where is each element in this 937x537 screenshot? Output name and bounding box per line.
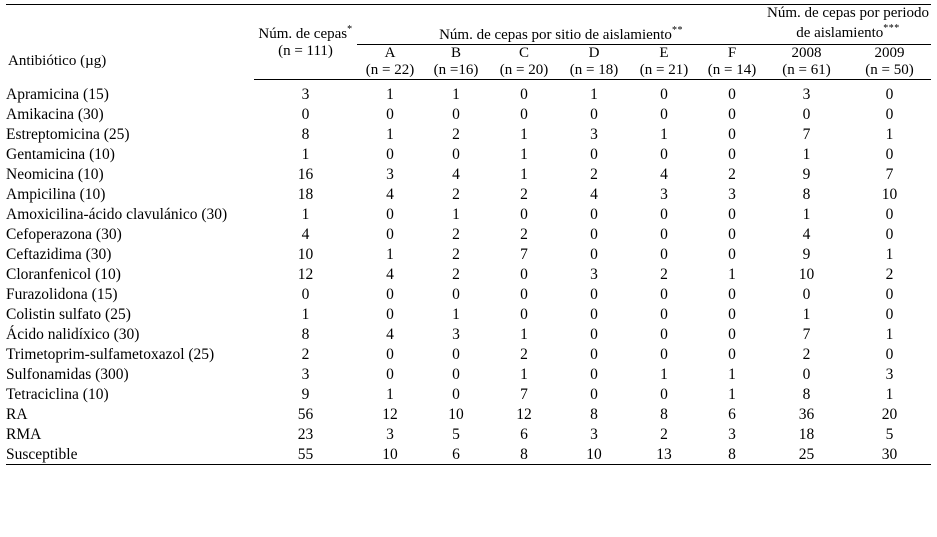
col-header-site-f-n-label: (n = 14) bbox=[707, 62, 757, 79]
col-header-strains-label: Núm. de cepas bbox=[258, 25, 348, 42]
cell-antibiotic: Estreptomicina (25) bbox=[6, 125, 130, 143]
cell-site-f: 0 bbox=[728, 225, 736, 243]
cell-year-2008: 1 bbox=[802, 205, 811, 223]
cell-site-f: 0 bbox=[728, 145, 736, 163]
cell-site-f: 0 bbox=[728, 285, 736, 303]
cell-site-e: 0 bbox=[660, 385, 668, 403]
cell-site-d: 0 bbox=[590, 325, 598, 343]
cell-year-2009: 0 bbox=[885, 305, 894, 323]
cell-year-2009: 1 bbox=[885, 325, 894, 343]
table-row bbox=[6, 344, 931, 364]
cell-site-d: 0 bbox=[590, 305, 598, 323]
col-header-strains bbox=[254, 5, 357, 63]
col-header-site-b-n-label: (n =16) bbox=[433, 62, 479, 79]
cell-site-b: 0 bbox=[452, 345, 460, 363]
cell-antibiotic: Ácido nalidíxico (30) bbox=[6, 325, 140, 343]
cell-total: 23 bbox=[297, 425, 314, 443]
col-header-strains-n: (n = 111) bbox=[278, 42, 333, 59]
col-header-year-2009-n bbox=[848, 62, 931, 79]
cell-year-2009: 0 bbox=[885, 225, 894, 243]
cell-site-f: 1 bbox=[728, 385, 736, 403]
table-row bbox=[6, 84, 931, 104]
cell-site-a: 0 bbox=[386, 365, 394, 383]
cell-site-e: 0 bbox=[660, 225, 668, 243]
col-header-site-d bbox=[559, 45, 629, 62]
cell-site-f: 8 bbox=[699, 444, 765, 465]
cell-site-f: 6 bbox=[728, 405, 736, 423]
table-row bbox=[6, 124, 931, 144]
cell-site-d: 3 bbox=[590, 265, 598, 283]
cell-year-2008: 3 bbox=[802, 85, 811, 103]
cell-site-f: 2 bbox=[728, 165, 736, 183]
cell-site-f: 0 bbox=[728, 325, 736, 343]
table-body bbox=[6, 79, 931, 464]
group-header-period bbox=[765, 5, 931, 45]
col-header-site-c-n bbox=[489, 62, 559, 79]
table-row bbox=[6, 264, 931, 284]
cell-site-c: 0 bbox=[520, 305, 528, 323]
table-row bbox=[6, 404, 931, 424]
cell-year-2008: 18 bbox=[798, 425, 815, 443]
cell-antibiotic: Apramicina (15) bbox=[6, 85, 109, 103]
col-header-site-d-n-label: (n = 18) bbox=[569, 62, 619, 79]
table-row bbox=[6, 424, 931, 444]
cell-site-e: 0 bbox=[660, 245, 668, 263]
cell-site-c: 1 bbox=[520, 325, 528, 343]
table-row bbox=[6, 204, 931, 224]
cell-site-a: 1 bbox=[386, 245, 394, 263]
cell-year-2009: 30 bbox=[848, 444, 931, 465]
cell-site-b: 0 bbox=[452, 105, 460, 123]
cell-year-2009: 0 bbox=[885, 285, 894, 303]
cell-site-c: 0 bbox=[520, 285, 528, 303]
cell-site-b: 2 bbox=[452, 185, 460, 203]
cell-total: 1 bbox=[301, 145, 310, 163]
table-row bbox=[6, 144, 931, 164]
cell-total: 4 bbox=[301, 225, 310, 243]
cell-site-a: 12 bbox=[382, 405, 398, 423]
table-row bbox=[6, 184, 931, 204]
cell-total: 16 bbox=[297, 165, 314, 183]
cell-year-2009: 2 bbox=[885, 265, 894, 283]
cell-total: 18 bbox=[297, 185, 314, 203]
col-header-site-d-n bbox=[559, 62, 629, 79]
cell-site-c: 12 bbox=[516, 405, 532, 423]
cell-total: 8 bbox=[301, 125, 310, 143]
col-header-site-c-label: C bbox=[518, 45, 529, 62]
cell-antibiotic: Tetraciclina (10) bbox=[6, 385, 109, 403]
cell-antibiotic: RMA bbox=[6, 425, 42, 443]
cell-year-2008: 8 bbox=[802, 185, 811, 203]
cell-site-b: 0 bbox=[452, 285, 460, 303]
cell-site-c: 2 bbox=[520, 225, 528, 243]
cell-year-2008: 36 bbox=[798, 405, 815, 423]
cell-site-c: 6 bbox=[520, 425, 528, 443]
cell-year-2009: 20 bbox=[881, 405, 898, 423]
cell-site-c: 2 bbox=[520, 185, 528, 203]
cell-antibiotic: Cefoperazona (30) bbox=[6, 225, 122, 243]
cell-antibiotic: Amoxicilina-ácido clavulánico (30) bbox=[6, 205, 228, 223]
cell-site-f: 0 bbox=[728, 245, 736, 263]
cell-site-a: 0 bbox=[386, 285, 394, 303]
cell-site-c: 1 bbox=[520, 145, 528, 163]
cell-site-a: 4 bbox=[386, 185, 394, 203]
cell-site-e: 0 bbox=[660, 285, 668, 303]
cell-site-a: 1 bbox=[386, 125, 394, 143]
cell-site-c: 1 bbox=[520, 125, 528, 143]
cell-antibiotic: Susceptible bbox=[6, 444, 254, 465]
cell-site-b: 1 bbox=[452, 85, 460, 103]
cell-site-b: 2 bbox=[452, 225, 460, 243]
cell-antibiotic: Colistin sulfato (25) bbox=[6, 305, 131, 323]
cell-year-2008: 25 bbox=[765, 444, 848, 465]
cell-antibiotic: Ceftazidima (30) bbox=[6, 245, 112, 263]
cell-site-a: 4 bbox=[386, 265, 394, 283]
col-header-site-d-label: D bbox=[588, 45, 600, 62]
cell-site-f: 3 bbox=[728, 425, 736, 443]
cell-year-2008: 9 bbox=[802, 245, 811, 263]
cell-site-a: 0 bbox=[386, 225, 394, 243]
cell-site-c: 2 bbox=[520, 345, 528, 363]
cell-site-d: 3 bbox=[590, 125, 598, 143]
cell-site-d: 1 bbox=[590, 85, 598, 103]
cell-site-b: 2 bbox=[452, 265, 460, 283]
cell-antibiotic: Neomicina (10) bbox=[6, 165, 104, 183]
col-header-year-2008-n bbox=[765, 62, 848, 79]
col-header-site-e-n bbox=[629, 62, 699, 79]
cell-site-b: 1 bbox=[452, 305, 460, 323]
col-header-site-e-n-label: (n = 21) bbox=[639, 62, 689, 79]
cell-total: 1 bbox=[301, 205, 310, 223]
cell-antibiotic: RA bbox=[6, 405, 28, 423]
cell-site-d: 2 bbox=[590, 165, 598, 183]
cell-site-b: 3 bbox=[452, 325, 460, 343]
cell-year-2009: 0 bbox=[885, 85, 894, 103]
cell-site-c: 0 bbox=[520, 265, 528, 283]
cell-site-d: 0 bbox=[590, 365, 598, 383]
col-header-site-a-n-label: (n = 22) bbox=[365, 62, 415, 79]
table-row bbox=[6, 304, 931, 324]
cell-site-e: 3 bbox=[660, 185, 668, 203]
col-header-site-e-label: E bbox=[659, 45, 669, 62]
cell-site-c: 8 bbox=[489, 444, 559, 465]
cell-site-d: 0 bbox=[590, 385, 598, 403]
col-header-site-a-label: A bbox=[384, 45, 396, 62]
cell-site-b: 2 bbox=[452, 245, 460, 263]
cell-year-2009: 0 bbox=[885, 345, 894, 363]
cell-site-e: 0 bbox=[660, 305, 668, 323]
cell-site-e: 0 bbox=[660, 205, 668, 223]
cell-site-e: 0 bbox=[660, 105, 668, 123]
col-header-site-c-n-label: (n = 20) bbox=[499, 62, 549, 79]
cell-site-c: 0 bbox=[520, 205, 528, 223]
cell-site-e: 0 bbox=[660, 145, 668, 163]
cell-site-d: 4 bbox=[590, 185, 598, 203]
cell-site-b: 4 bbox=[452, 165, 460, 183]
cell-site-d: 10 bbox=[559, 444, 629, 465]
cell-site-b: 6 bbox=[423, 444, 489, 465]
table-row bbox=[6, 444, 931, 465]
cell-site-e: 0 bbox=[660, 85, 668, 103]
cell-year-2008: 8 bbox=[802, 385, 811, 403]
table-row bbox=[6, 244, 931, 264]
cell-site-f: 0 bbox=[728, 305, 736, 323]
cell-site-c: 0 bbox=[520, 105, 528, 123]
cell-site-d: 0 bbox=[590, 145, 598, 163]
cell-site-d: 0 bbox=[590, 205, 598, 223]
col-header-year-2008-label: 2008 bbox=[791, 45, 822, 62]
cell-site-f: 1 bbox=[728, 365, 736, 383]
cell-site-f: 0 bbox=[728, 345, 736, 363]
col-header-site-c bbox=[489, 45, 559, 62]
cell-site-d: 0 bbox=[590, 225, 598, 243]
cell-site-b: 5 bbox=[452, 425, 460, 443]
cell-site-d: 0 bbox=[590, 345, 598, 363]
table-row bbox=[6, 364, 931, 384]
cell-total: 9 bbox=[301, 385, 310, 403]
cell-total: 3 bbox=[301, 85, 310, 103]
cell-year-2009: 1 bbox=[885, 385, 894, 403]
group-header-site bbox=[357, 5, 765, 45]
cell-site-e: 1 bbox=[660, 365, 668, 383]
cell-year-2009: 7 bbox=[885, 165, 894, 183]
cell-total: 2 bbox=[301, 345, 310, 363]
cell-site-e: 0 bbox=[660, 345, 668, 363]
cell-site-a: 0 bbox=[386, 105, 394, 123]
cell-antibiotic: Furazolidona (15) bbox=[6, 285, 118, 303]
col-header-antibiotic-label: Antibiótico (µg) bbox=[8, 52, 107, 69]
cell-year-2008: 9 bbox=[802, 165, 811, 183]
cell-year-2008: 0 bbox=[802, 365, 811, 383]
cell-antibiotic: Amikacina (30) bbox=[6, 105, 104, 123]
cell-year-2009: 0 bbox=[885, 205, 894, 223]
cell-site-f: 1 bbox=[728, 265, 736, 283]
table-row bbox=[6, 324, 931, 344]
cell-site-e: 1 bbox=[660, 125, 668, 143]
cell-antibiotic: Sulfonamidas (300) bbox=[6, 365, 129, 383]
cell-total: 56 bbox=[297, 405, 314, 423]
cell-year-2009: 3 bbox=[885, 365, 894, 383]
cell-site-c: 1 bbox=[520, 165, 528, 183]
col-header-site-f bbox=[699, 45, 765, 62]
cell-site-f: 0 bbox=[728, 125, 736, 143]
col-header-site-b-label: B bbox=[450, 45, 461, 62]
cell-site-d: 3 bbox=[590, 425, 598, 443]
cell-site-c: 0 bbox=[520, 85, 528, 103]
cell-total: 0 bbox=[301, 285, 310, 303]
col-header-site-b bbox=[423, 45, 489, 62]
cell-year-2009: 0 bbox=[885, 145, 894, 163]
cell-site-b: 2 bbox=[452, 125, 460, 143]
cell-site-f: 0 bbox=[728, 85, 736, 103]
cell-year-2009: 1 bbox=[885, 245, 894, 263]
cell-site-a: 0 bbox=[386, 145, 394, 163]
group-header-period-label: Núm. de cepas por periodo de aislamiento bbox=[766, 5, 930, 41]
table-row bbox=[6, 164, 931, 184]
col-header-strains-n-cell bbox=[254, 62, 357, 79]
table-row bbox=[6, 384, 931, 404]
cell-site-f: 3 bbox=[728, 185, 736, 203]
cell-year-2009: 10 bbox=[881, 185, 898, 203]
cell-year-2008: 2 bbox=[802, 345, 811, 363]
cell-year-2008: 1 bbox=[802, 145, 811, 163]
cell-site-d: 0 bbox=[590, 285, 598, 303]
cell-total: 8 bbox=[301, 325, 310, 343]
cell-site-d: 0 bbox=[590, 245, 598, 263]
table-sheet bbox=[0, 4, 937, 537]
cell-site-d: 0 bbox=[590, 105, 598, 123]
col-header-year-2009 bbox=[848, 45, 931, 62]
cell-year-2009: 5 bbox=[885, 425, 894, 443]
cell-total: 0 bbox=[301, 105, 310, 123]
col-header-year-2008 bbox=[765, 45, 848, 62]
group-header-row bbox=[6, 5, 931, 45]
cell-antibiotic: Cloranfenicol (10) bbox=[6, 265, 121, 283]
cell-site-d: 8 bbox=[590, 405, 598, 423]
cell-site-a: 0 bbox=[386, 345, 394, 363]
cell-site-e: 8 bbox=[660, 405, 668, 423]
table-row bbox=[6, 224, 931, 244]
cell-year-2008: 0 bbox=[802, 105, 811, 123]
cell-site-a: 3 bbox=[386, 165, 394, 183]
cell-site-e: 2 bbox=[660, 425, 668, 443]
col-header-site-a-n bbox=[357, 62, 423, 79]
table-row bbox=[6, 104, 931, 124]
cell-site-b: 1 bbox=[452, 205, 460, 223]
cell-total: 3 bbox=[301, 365, 310, 383]
col-header-antibiotic bbox=[6, 5, 254, 80]
antibiotic-resistance-table bbox=[6, 4, 931, 465]
group-header-site-label: Núm. de cepas por sitio de aislamiento bbox=[439, 27, 672, 44]
cell-site-e: 0 bbox=[660, 325, 668, 343]
col-header-year-2008-n-label: (n = 61) bbox=[782, 62, 831, 79]
cell-site-f: 0 bbox=[728, 205, 736, 223]
col-header-site-f-n bbox=[699, 62, 765, 79]
cell-year-2008: 7 bbox=[802, 325, 811, 343]
col-header-year-2009-n-label: (n = 50) bbox=[865, 62, 914, 79]
cell-total: 55 bbox=[254, 444, 357, 465]
col-header-year-2009-label: 2009 bbox=[874, 45, 905, 62]
group-header-period-footnote: *** bbox=[883, 22, 900, 34]
cell-site-b: 0 bbox=[452, 385, 460, 403]
cell-year-2008: 4 bbox=[802, 225, 811, 243]
cell-site-c: 7 bbox=[520, 245, 528, 263]
cell-year-2009: 0 bbox=[885, 105, 894, 123]
cell-year-2009: 1 bbox=[885, 125, 894, 143]
cell-site-b: 10 bbox=[448, 405, 464, 423]
col-header-strains-footnote: * bbox=[347, 23, 353, 35]
cell-year-2008: 0 bbox=[802, 285, 811, 303]
cell-site-e: 13 bbox=[629, 444, 699, 465]
cell-antibiotic: Gentamicina (10) bbox=[6, 145, 115, 163]
table-row bbox=[6, 284, 931, 304]
cell-antibiotic: Trimetoprim-sulfametoxazol (25) bbox=[6, 345, 215, 363]
cell-site-e: 2 bbox=[660, 265, 668, 283]
cell-site-a: 4 bbox=[386, 325, 394, 343]
col-header-site-b-n bbox=[423, 62, 489, 79]
group-header-site-footnote: ** bbox=[671, 25, 683, 37]
cell-year-2008: 7 bbox=[802, 125, 811, 143]
cell-site-b: 0 bbox=[452, 365, 460, 383]
col-header-site-a bbox=[357, 45, 423, 62]
cell-site-a: 10 bbox=[357, 444, 423, 465]
cell-site-f: 0 bbox=[728, 105, 736, 123]
cell-site-e: 4 bbox=[660, 165, 668, 183]
cell-total: 1 bbox=[301, 305, 310, 323]
cell-site-a: 0 bbox=[386, 305, 394, 323]
cell-site-b: 0 bbox=[452, 145, 460, 163]
cell-year-2008: 10 bbox=[798, 265, 815, 283]
cell-site-a: 0 bbox=[386, 205, 394, 223]
cell-total: 10 bbox=[297, 245, 314, 263]
cell-site-c: 1 bbox=[520, 365, 528, 383]
cell-site-a: 1 bbox=[386, 85, 394, 103]
cell-year-2008: 1 bbox=[802, 305, 811, 323]
cell-total: 12 bbox=[297, 265, 314, 283]
col-header-site-e bbox=[629, 45, 699, 62]
cell-site-c: 7 bbox=[520, 385, 528, 403]
cell-site-a: 1 bbox=[386, 385, 394, 403]
cell-site-a: 3 bbox=[386, 425, 394, 443]
cell-antibiotic: Ampicilina (10) bbox=[6, 185, 106, 203]
col-header-site-f-label: F bbox=[727, 45, 737, 62]
